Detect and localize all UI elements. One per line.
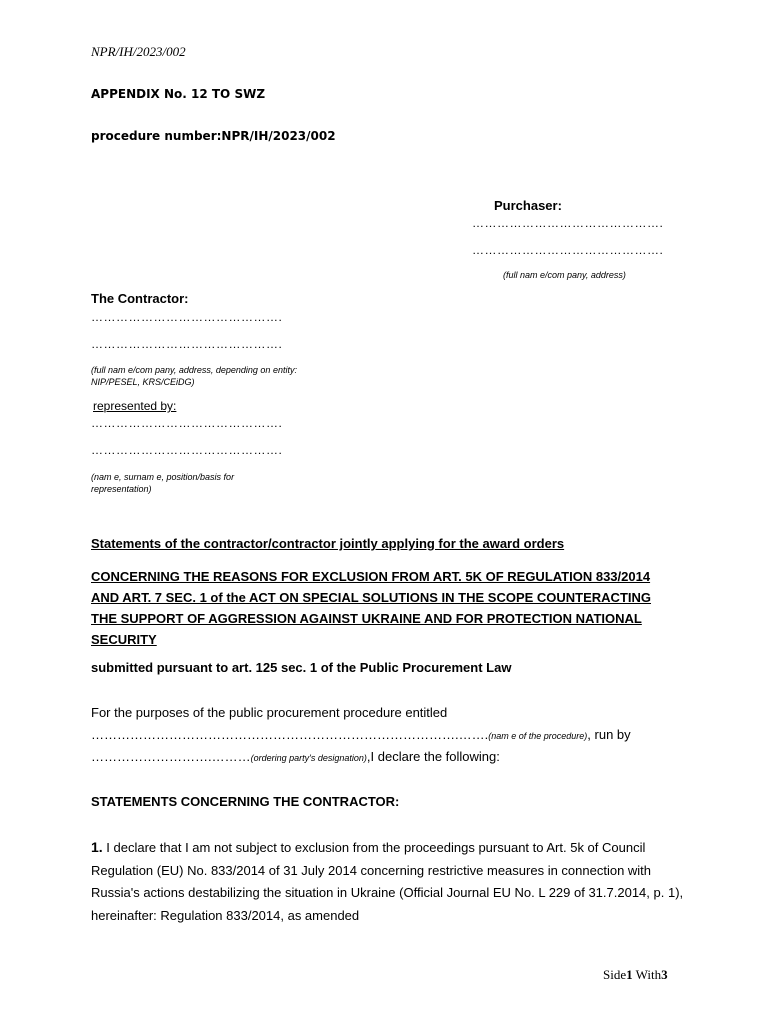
purchaser-line-2: ……………………………………….: [472, 243, 664, 257]
represented-note: (nam e, surnam e, position/basis for representation): [91, 472, 235, 494]
submitted-line: submitted pursuant to art. 125 sec. 1 of the Public Procurement Law: [91, 660, 512, 675]
run-by-text: , run by: [587, 727, 631, 742]
purchaser-note: (full nam e/com pany, address): [503, 270, 626, 280]
represented-by-label: represented by:: [93, 399, 177, 413]
statements-title: Statements of the contractor/contractor jointly applying for the award orders: [91, 536, 565, 551]
footer-with: With: [632, 967, 662, 982]
document-reference: NPR/IH/2023/002: [91, 44, 186, 59]
footer-side: Side: [603, 967, 627, 982]
ordering-party-note: (ordering party's designation): [250, 753, 367, 763]
purchaser-label: Purchaser:: [494, 198, 562, 213]
purpose-line-2: [91, 727, 631, 742]
statement-1-text: I declare that I am not subject to exclusion from the proceedings pursuant to Art. 5k of Council Regulation (EU) No. 833/2014 of 31 July 2014 concerning restrictive measures in connection with Russia's actions destabilizing the situation in Ukraine (Official Journal EU No. L 229 of 31.7.2014, p. 1), hereinafter: Regulation 833/2014, as amended: [91, 840, 684, 923]
footer-total-pages: 3: [661, 967, 668, 982]
ordering-party-dots: ……………………….………: [91, 749, 251, 764]
procedure-name-note: (nam e of the procedure): [488, 731, 588, 741]
page-footer: [603, 967, 668, 983]
purchaser-line-1: ……………………………………….: [472, 216, 664, 230]
appendix-title: APPENDIX No. 12 TO SWZ: [91, 87, 266, 101]
represented-line-2: ……………………………………….: [91, 443, 283, 457]
contractor-label: The Contractor:: [91, 291, 189, 306]
declare-text: ,I declare the following:: [366, 749, 500, 764]
procedure-number: procedure number:NPR/IH/2023/002: [91, 129, 336, 143]
contractor-line-1: ……………………………………….: [91, 310, 283, 324]
statement-1: [91, 836, 691, 927]
footer-page-number: 1: [626, 967, 633, 982]
procedure-name-dots: ………………………………………………………………………….…….: [91, 727, 489, 742]
contractor-note: (full nam e/com pany, address, depending on entity: NIP/PESEL, KRS/CEiDG): [91, 365, 297, 387]
represented-line-1: ……………………………………….: [91, 416, 283, 430]
statement-1-number: 1.: [91, 839, 103, 855]
purpose-line-1: For the purposes of the public procurement procedure entitled: [91, 705, 448, 720]
exclusion-heading: CONCERNING THE REASONS FOR EXCLUSION FROM ART. 5K OF REGULATION 833/2014 AND ART. 7 SEC. 1 of the ACT ON SPECIAL SOLUTIONS IN THE SCOPE COUNTERACTING THE SUPPORT OF AGGRESSION AGAINST UKRAINE AND FOR PROTECTION NATIONAL SECURITY: [91, 569, 652, 647]
statements-heading: STATEMENTS CONCERNING THE CONTRACTOR:: [91, 794, 400, 809]
contractor-line-2: ……………………………………….: [91, 337, 283, 351]
purpose-line-3: [91, 749, 500, 764]
